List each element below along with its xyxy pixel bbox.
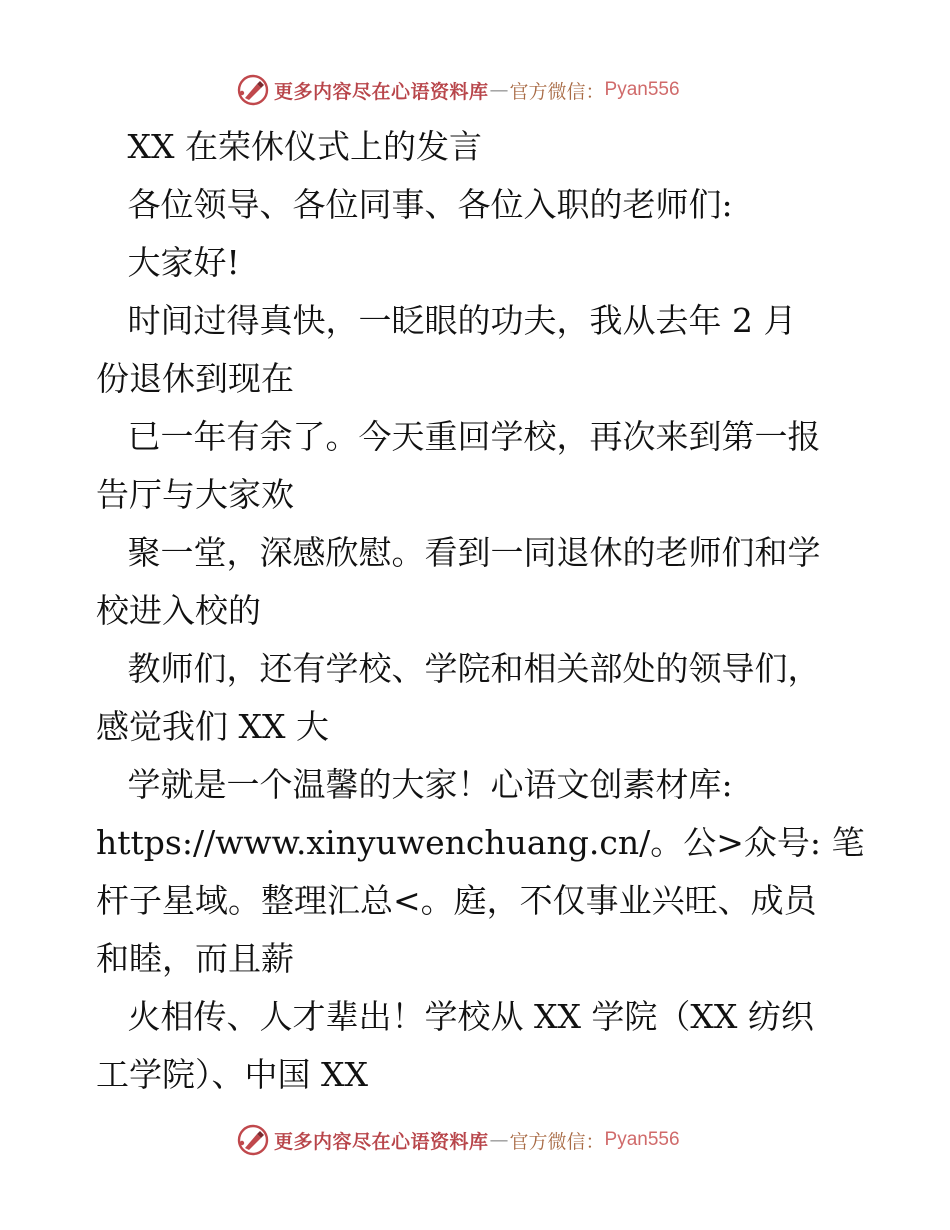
paragraph-line: 时间过得真快，一眨眼的功夫，我从去年 2 月 — [96, 301, 797, 340]
paragraph-line: 份退休到现在 — [96, 359, 294, 398]
paragraph-line: 和睦，而且薪 — [96, 939, 294, 978]
paragraph-line: 已一年有余了。今天重回学校，再次来到第一报 — [96, 417, 821, 456]
paragraph-line: 感觉我们 XX 大 — [96, 707, 329, 746]
banner-dash: — — [489, 79, 509, 101]
paragraph-line: 火相传、人才辈出！学校从 XX 学院（XX 纺织 — [96, 997, 814, 1036]
greeting: 大家好! — [96, 243, 240, 282]
banner-dash: — — [489, 1129, 509, 1151]
paragraph-line: 学就是一个温馨的大家！心语文创素材库: — [96, 765, 733, 804]
paragraph-line: 教师们，还有学校、学院和相关部处的领导们， — [96, 649, 821, 688]
banner-wechat-id: Pyan556 — [604, 79, 680, 100]
paragraph-line: 工学院）、中国 XX — [96, 1055, 368, 1094]
document-title: XX 在荣休仪式上的发言 — [96, 127, 482, 166]
banner-main-text: 更多内容尽在心语资料库 — [274, 1130, 489, 1153]
header-banner — [236, 73, 680, 107]
banner-main-text: 更多内容尽在心语资料库 — [274, 80, 489, 103]
footer-banner — [236, 1123, 680, 1157]
salutation: 各位领导、各位同事、各位入职的老师们: — [96, 185, 733, 224]
paragraph-line: 告厅与大家欢 — [96, 475, 294, 514]
paragraph-line: 校进入校的 — [96, 591, 261, 630]
banner-wechat-label: 官方微信： — [509, 1130, 605, 1153]
paragraph-line: 聚一堂，深感欣慰。看到一同退休的老师们和学 — [96, 533, 821, 572]
paragraph-line: https://www.xinyuwenchuang.cn/。公>众号: 笔 — [96, 823, 865, 862]
banner-wechat-label: 官方微信： — [509, 80, 605, 103]
pen-nib-circle-icon — [236, 73, 270, 107]
document-body — [96, 118, 886, 1104]
paragraph-line: 杆子星域。整理汇总<。庭，不仅事业兴旺、成员 — [96, 881, 817, 920]
banner-wechat-id: Pyan556 — [604, 1129, 680, 1150]
pen-nib-circle-icon — [236, 1123, 270, 1157]
